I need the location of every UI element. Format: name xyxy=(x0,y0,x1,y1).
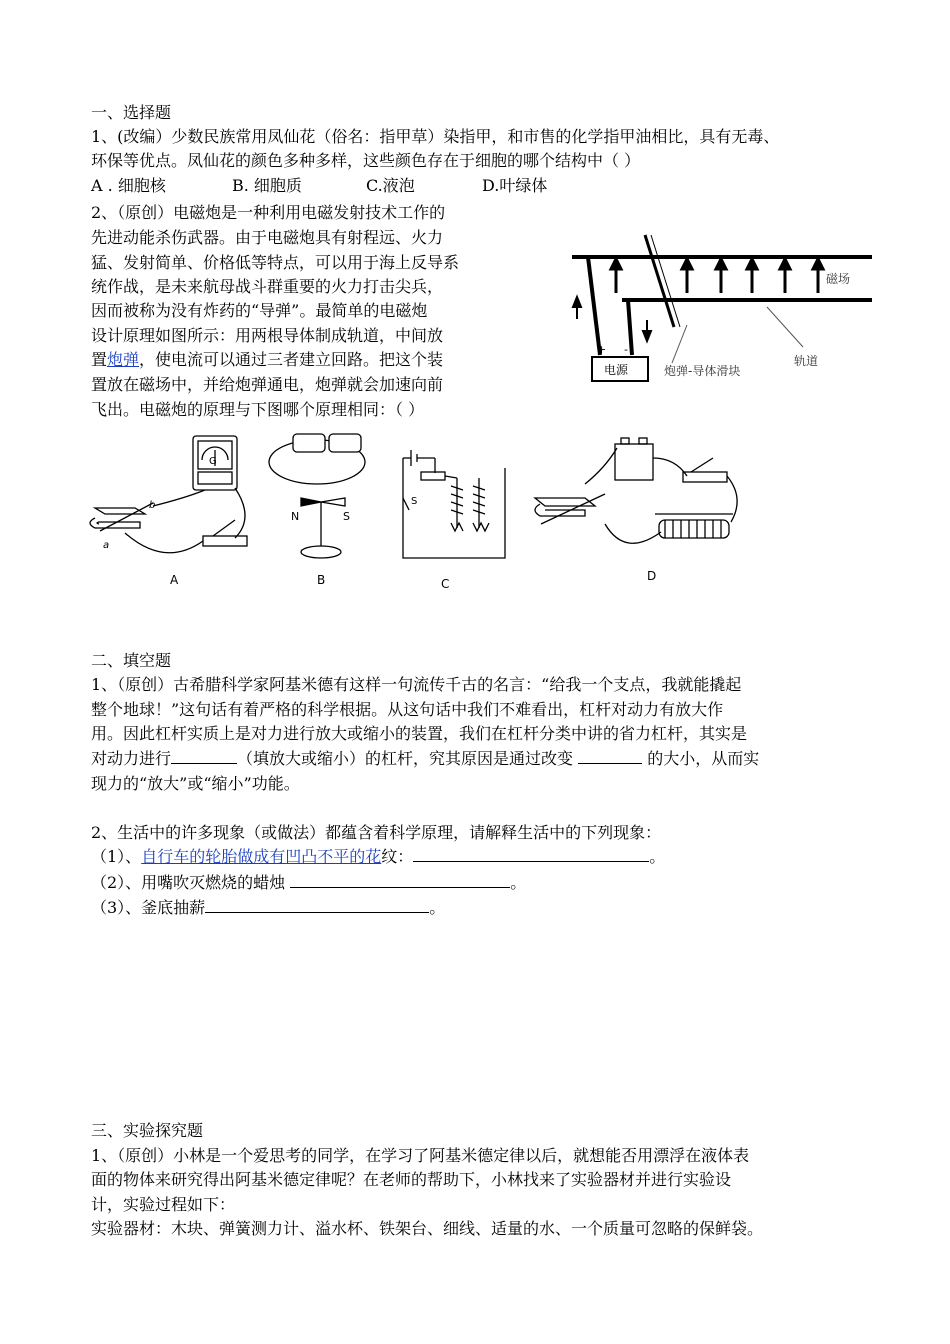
s2q1-line1: 1、（原创）古希腊科学家阿基米德有这样一句流传千古的名言：“给我一个支点，我就能撬起 xyxy=(91,675,742,694)
s2q1-line5: 现力的“放大”或“缩小”功能。 xyxy=(91,774,300,793)
slider-label: 炮弹-导体滑块 xyxy=(664,364,741,378)
label-a-small: a xyxy=(103,540,110,551)
s2q1-line3: 用。因此杠杆实质上是对力进行放大或缩小的装置，我们在杠杆分类中讲的省力杠杆，其实是 xyxy=(91,724,748,743)
choice-figures xyxy=(85,428,755,598)
s2q1-line2: 整个地球！”这句话有着严格的科学根据。从这句话中我们不难看出，杠杆对动力有放大作 xyxy=(91,700,724,719)
q1-option-b: B. 细胞质 xyxy=(232,176,302,195)
s2q2-item1 xyxy=(91,846,665,868)
figure-d xyxy=(535,438,737,543)
s2q1-line4-post: 的大小，从而实 xyxy=(642,749,760,768)
s3q1-line1: 1、（原创）小林是一个爱思考的同学，在学习了阿基米德定律以后，就想能否用漂浮在液体表 xyxy=(91,1146,750,1165)
figure-a-label: A xyxy=(170,573,179,587)
blank-enlarge-reduce[interactable] xyxy=(171,748,237,764)
switch-s: S xyxy=(411,496,418,507)
q2-line4: 统作战，是未来航母战斗群重要的火力打击尖兵， xyxy=(91,277,444,296)
blank-change-quantity[interactable] xyxy=(578,748,642,764)
s3q1-line3: 计，实验过程如下： xyxy=(91,1195,236,1214)
q2-line9: 飞出。电磁炮的原理与下图哪个原理相同：（ ） xyxy=(91,400,425,419)
item1-prefix: （1）、 xyxy=(91,847,142,866)
q2-line5: 因而被称为没有炸药的“导弹”。最简单的电磁炮 xyxy=(91,301,428,320)
section2-title: 二、填空题 xyxy=(91,651,172,670)
q2-line7-post: ，使电流可以通过三者建立回路。把这个装 xyxy=(139,350,444,369)
blank-item1[interactable] xyxy=(413,846,649,862)
figure-c xyxy=(403,450,505,558)
figure-a xyxy=(90,436,247,553)
s2q1-line4 xyxy=(91,748,759,770)
figure-b-label: B xyxy=(317,573,326,587)
item2-end: 。 xyxy=(510,873,527,892)
q2-line6: 设计原理如图所示：用两根导体制成轨道，中间放 xyxy=(91,326,444,345)
q2-line1: 2、（原创）电磁炮是一种利用电磁发射技术工作的 xyxy=(91,203,446,222)
minus-sign: - xyxy=(624,343,628,356)
q1-option-a: A . 细胞核 xyxy=(91,176,166,195)
item2-text: （2）、用嘴吹灭燃烧的蜡烛 xyxy=(91,873,291,892)
compass-n: N xyxy=(291,510,300,523)
q2-line8: 置放在磁场中，并给炮弹通电，炮弹就会加速向前 xyxy=(91,375,444,394)
figure-b xyxy=(269,434,365,558)
item3-end: 。 xyxy=(429,898,446,917)
q2-line7-pre: 置 xyxy=(91,350,108,369)
plus-sign: + xyxy=(597,343,607,356)
q2-line2: 先进动能杀伤武器。由于电磁炮具有射程远、火力 xyxy=(91,228,444,247)
q1-line1: 1、(改编）少数民族常用凤仙花（俗名：指甲草）染指甲，和市售的化学指甲油相比，具有无毒、 xyxy=(91,127,780,146)
power-source-label: 电源 xyxy=(604,363,629,377)
s2q1-line4-mid: （填放大或缩小）的杠杆，究其原因是通过改变 xyxy=(237,749,579,768)
compass-s: S xyxy=(343,510,350,523)
s3q1-line4: 实验器材：木块、弹簧测力计、溢水杯、铁架台、细线、适量的水、一个质量可忽略的保鲜袋。 xyxy=(91,1219,764,1238)
bicycle-tire-link[interactable]: 自行车的轮胎做成有凹凸不平的花 xyxy=(141,847,382,866)
label-b: b xyxy=(149,500,156,511)
q2-line7 xyxy=(91,349,443,371)
railgun-diagram xyxy=(560,225,880,405)
s2q2-item2 xyxy=(91,872,526,894)
rail-label: 轨道 xyxy=(794,354,819,368)
blank-item2[interactable] xyxy=(290,872,510,888)
cannonball-link[interactable]: 炮弹 xyxy=(107,350,140,369)
blank-item3[interactable] xyxy=(205,897,429,913)
magnetic-field-label: 磁场 xyxy=(826,272,851,286)
item1-end: 。 xyxy=(649,847,666,866)
q1-line2: 环保等优点。凤仙花的颜色多种多样，这些颜色存在于细胞的哪个结构中（ ） xyxy=(91,151,641,170)
q1-option-d: D.叶绿体 xyxy=(482,176,548,195)
figure-d-label: D xyxy=(647,569,657,583)
section1-title: 一、选择题 xyxy=(91,103,172,122)
s2q1-line4-pre: 对动力进行 xyxy=(91,749,172,768)
figure-c-label: C xyxy=(441,577,450,591)
s3q1-line2: 面的物体来研究得出阿基米德定律呢？在老师的帮助下，小林找来了实验器材并进行实验设 xyxy=(91,1170,732,1189)
q1-option-c: C.液泡 xyxy=(366,176,415,195)
q2-line3: 猛、发射简单、价格低等特点，可以用于海上反导系 xyxy=(91,253,460,272)
item1-post: 纹： xyxy=(381,847,414,866)
galvanometer-g: G xyxy=(209,456,217,467)
section3-title: 三、实验探究题 xyxy=(91,1121,204,1140)
item3-text: （3）、釜底抽薪 xyxy=(91,898,206,917)
s2q2-line1: 2、生活中的许多现象（或做法）都蕴含着科学原理，请解释生活中的下列现象： xyxy=(91,823,662,842)
s2q2-item3 xyxy=(91,897,445,919)
